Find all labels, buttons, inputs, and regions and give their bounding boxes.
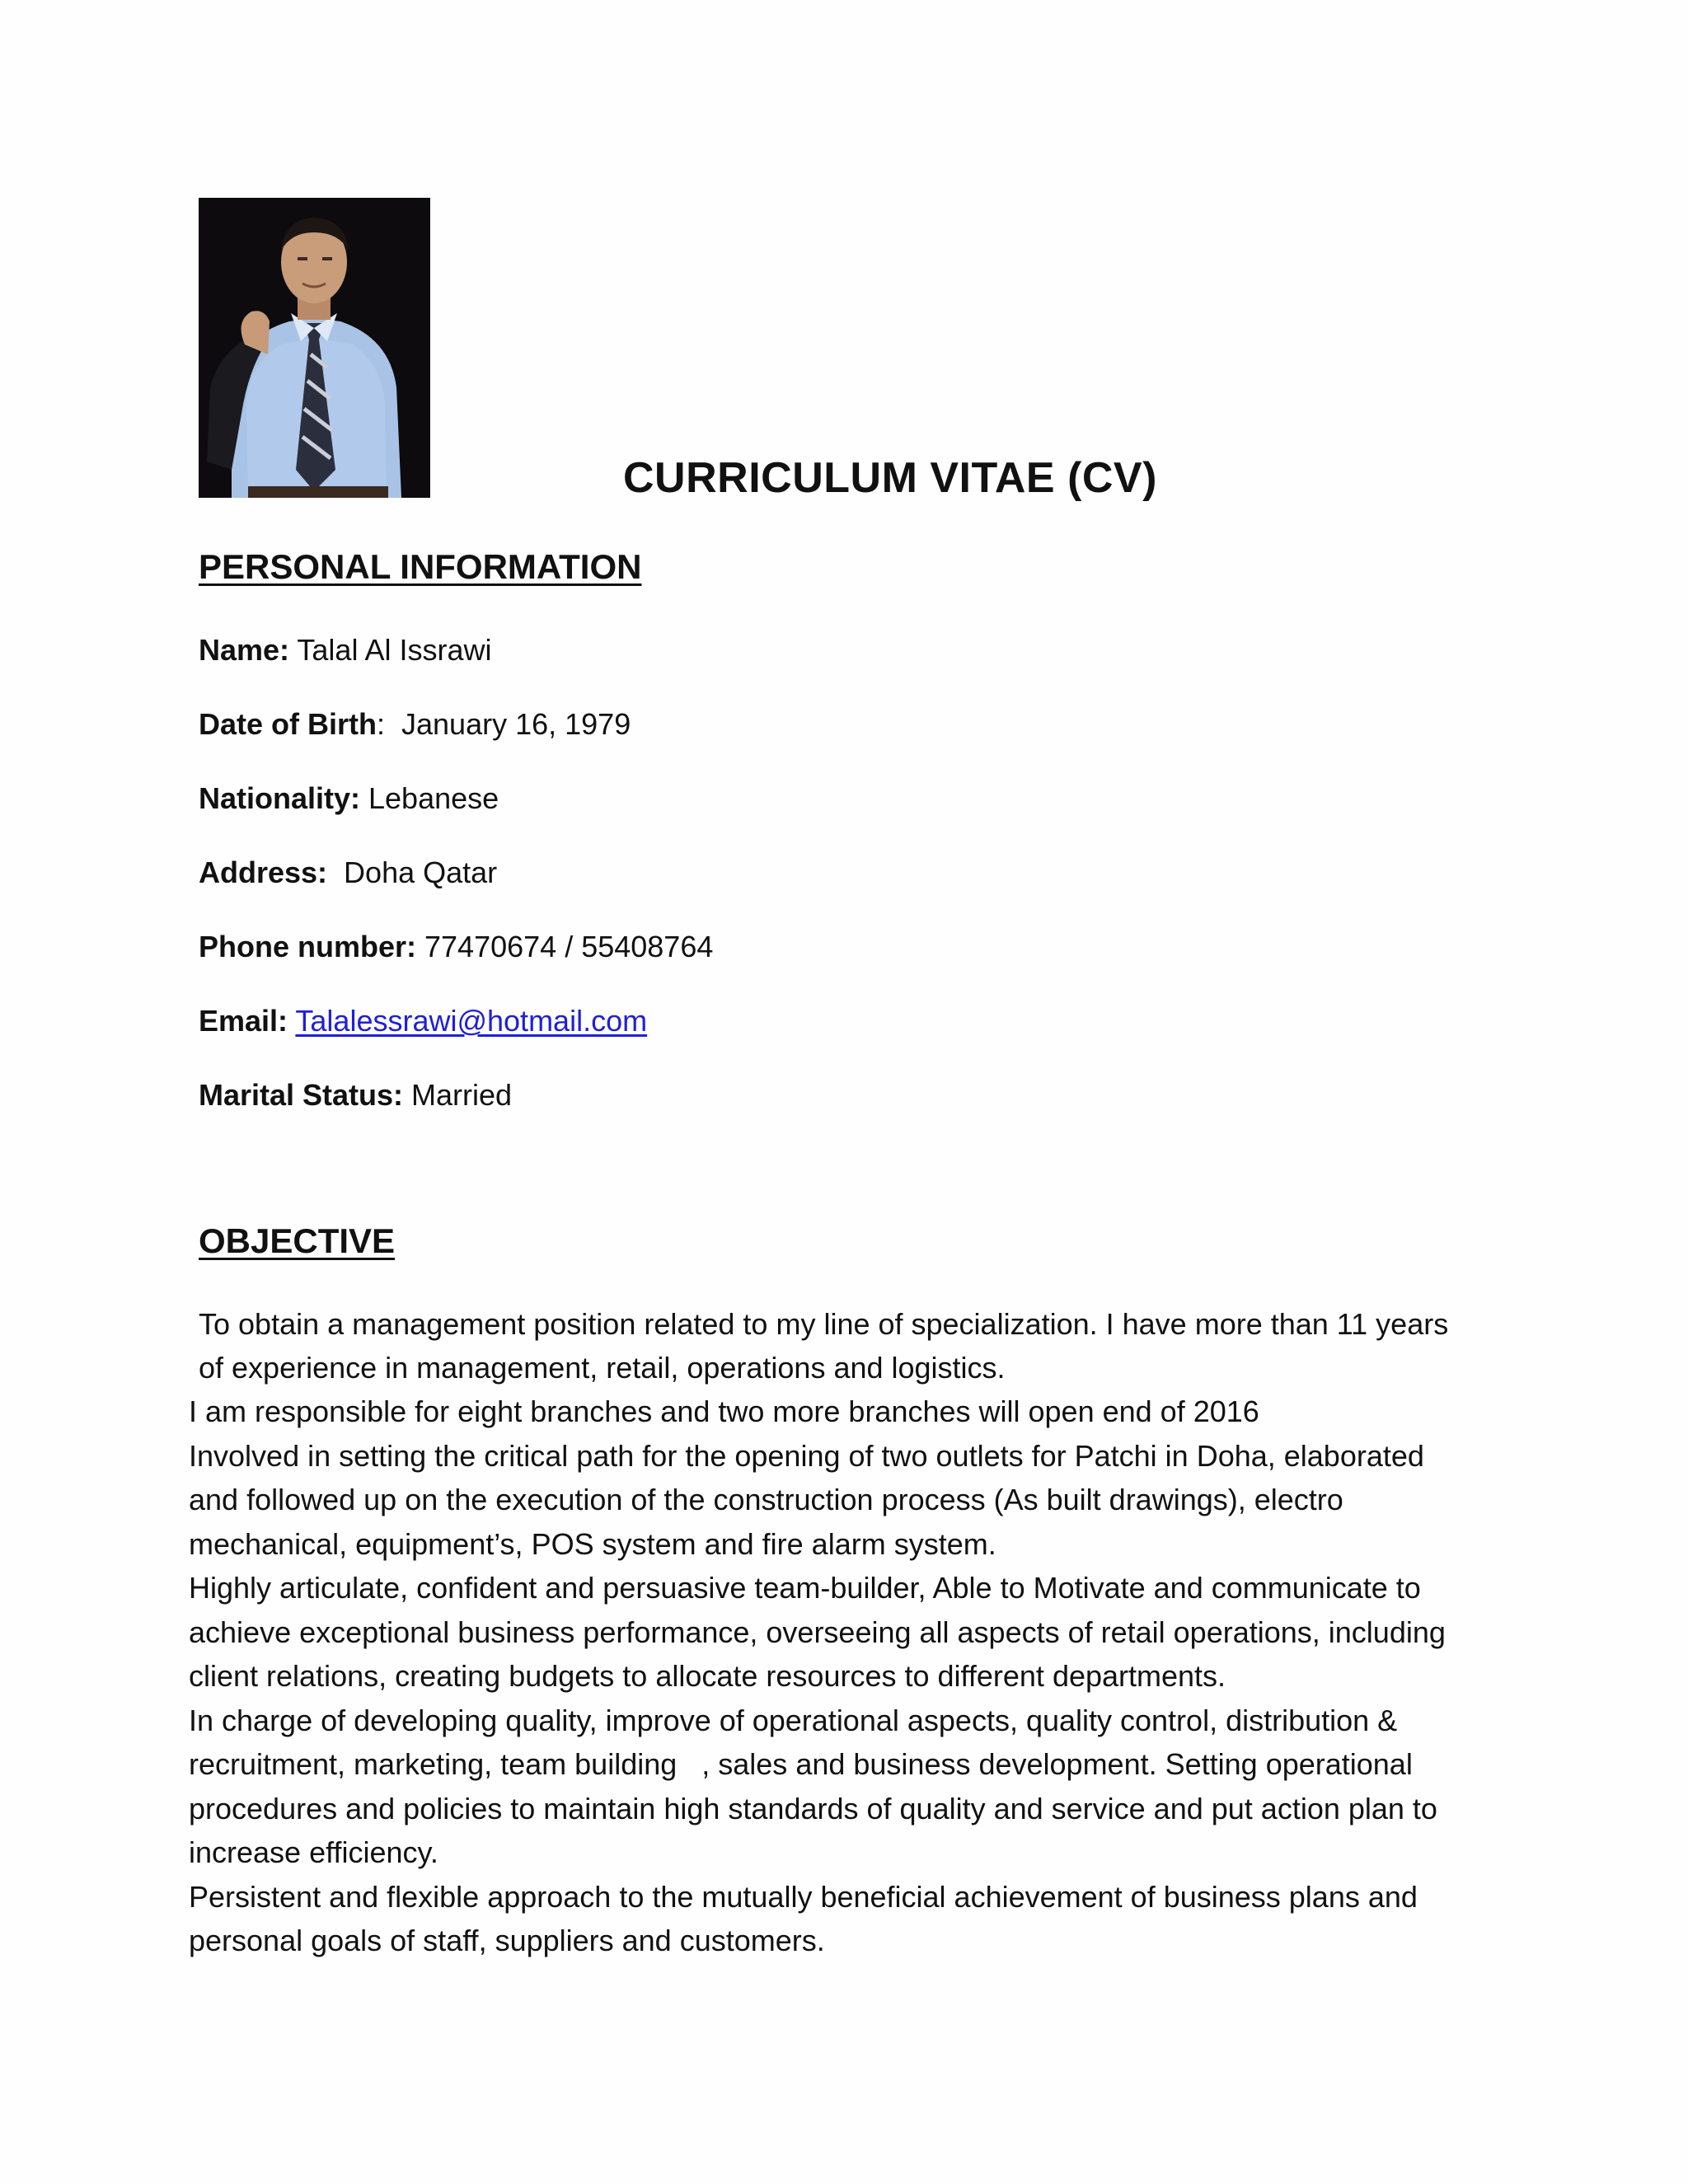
phone-number-line	[199, 930, 713, 964]
objective-line: of experience in management, retail, operations and logistics.	[199, 1351, 1006, 1385]
nationality-value: Lebanese	[360, 781, 499, 815]
objective-line: recruitment, marketing, team building , sales and business development. Setting operational	[189, 1747, 1413, 1781]
cv-title: CURRICULUM VITAE (CV)	[623, 454, 1157, 502]
objective-line: personal goals of staff, suppliers and customers.	[189, 1924, 825, 1957]
nationality-label: Nationality:	[199, 781, 361, 815]
address-line	[199, 855, 497, 890]
date-of-birth-value: : January 16, 1979	[377, 707, 631, 741]
marital-status-label: Marital Status:	[199, 1078, 404, 1112]
objective-heading: OBJECTIVE	[199, 1221, 396, 1260]
phone-number-label: Phone number:	[199, 930, 417, 963]
name-label: Name:	[199, 633, 290, 667]
objective-line: To obtain a management position related to my line of specialization. I have more than 11 years	[199, 1307, 1449, 1341]
objective-line: In charge of developing quality, improve of operational aspects, quality control, distribution &	[189, 1704, 1398, 1737]
marital-status-value: Married	[403, 1078, 513, 1112]
objective-line: I am responsible for eight branches and two more branches will open end of 2016	[189, 1394, 1259, 1428]
objective-line: Persistent and flexible approach to the mutually beneficial achievement of business plans and	[189, 1880, 1418, 1914]
name-line	[199, 633, 491, 668]
objective-line: mechanical, equipment’s, POS system and fire alarm system.	[189, 1527, 996, 1561]
date-of-birth-label: Date of Birth	[199, 707, 377, 741]
objective-line: Involved in setting the critical path for the opening of two outlets for Patchi in Doha, elaborated	[189, 1439, 1424, 1473]
address-label: Address:	[199, 855, 328, 889]
objective-line: client relations, creating budgets to allocate resources to different departments.	[189, 1659, 1226, 1693]
objective-line: and followed up on the execution of the construction process (As built drawings), electro	[189, 1483, 1343, 1516]
address-value: Doha Qatar	[327, 855, 498, 889]
email-line	[199, 1004, 647, 1038]
marital-status-line	[199, 1078, 512, 1113]
objective-line: increase efficiency.	[189, 1835, 438, 1869]
name-value: Talal Al Issrawi	[289, 633, 492, 667]
nationality-line	[199, 781, 499, 816]
objective-line: achieve exceptional business performance, overseeing all aspects of retail operations, including	[189, 1615, 1446, 1649]
date-of-birth-line	[199, 707, 631, 742]
email-link[interactable]: Talalessrawi@hotmail.com	[295, 1004, 648, 1038]
personal-information-heading: PERSONAL INFORMATION	[199, 547, 642, 586]
email-label: Email:	[199, 1004, 288, 1038]
phone-number-value: 77470674 / 55408764	[416, 930, 714, 963]
objective-line: Highly articulate, confident and persuasive team-builder, Able to Motivate and communicate to	[189, 1571, 1421, 1605]
objective-line: procedures and policies to maintain high standards of quality and service and put action plan to	[189, 1792, 1437, 1825]
profile-photo	[199, 198, 430, 498]
